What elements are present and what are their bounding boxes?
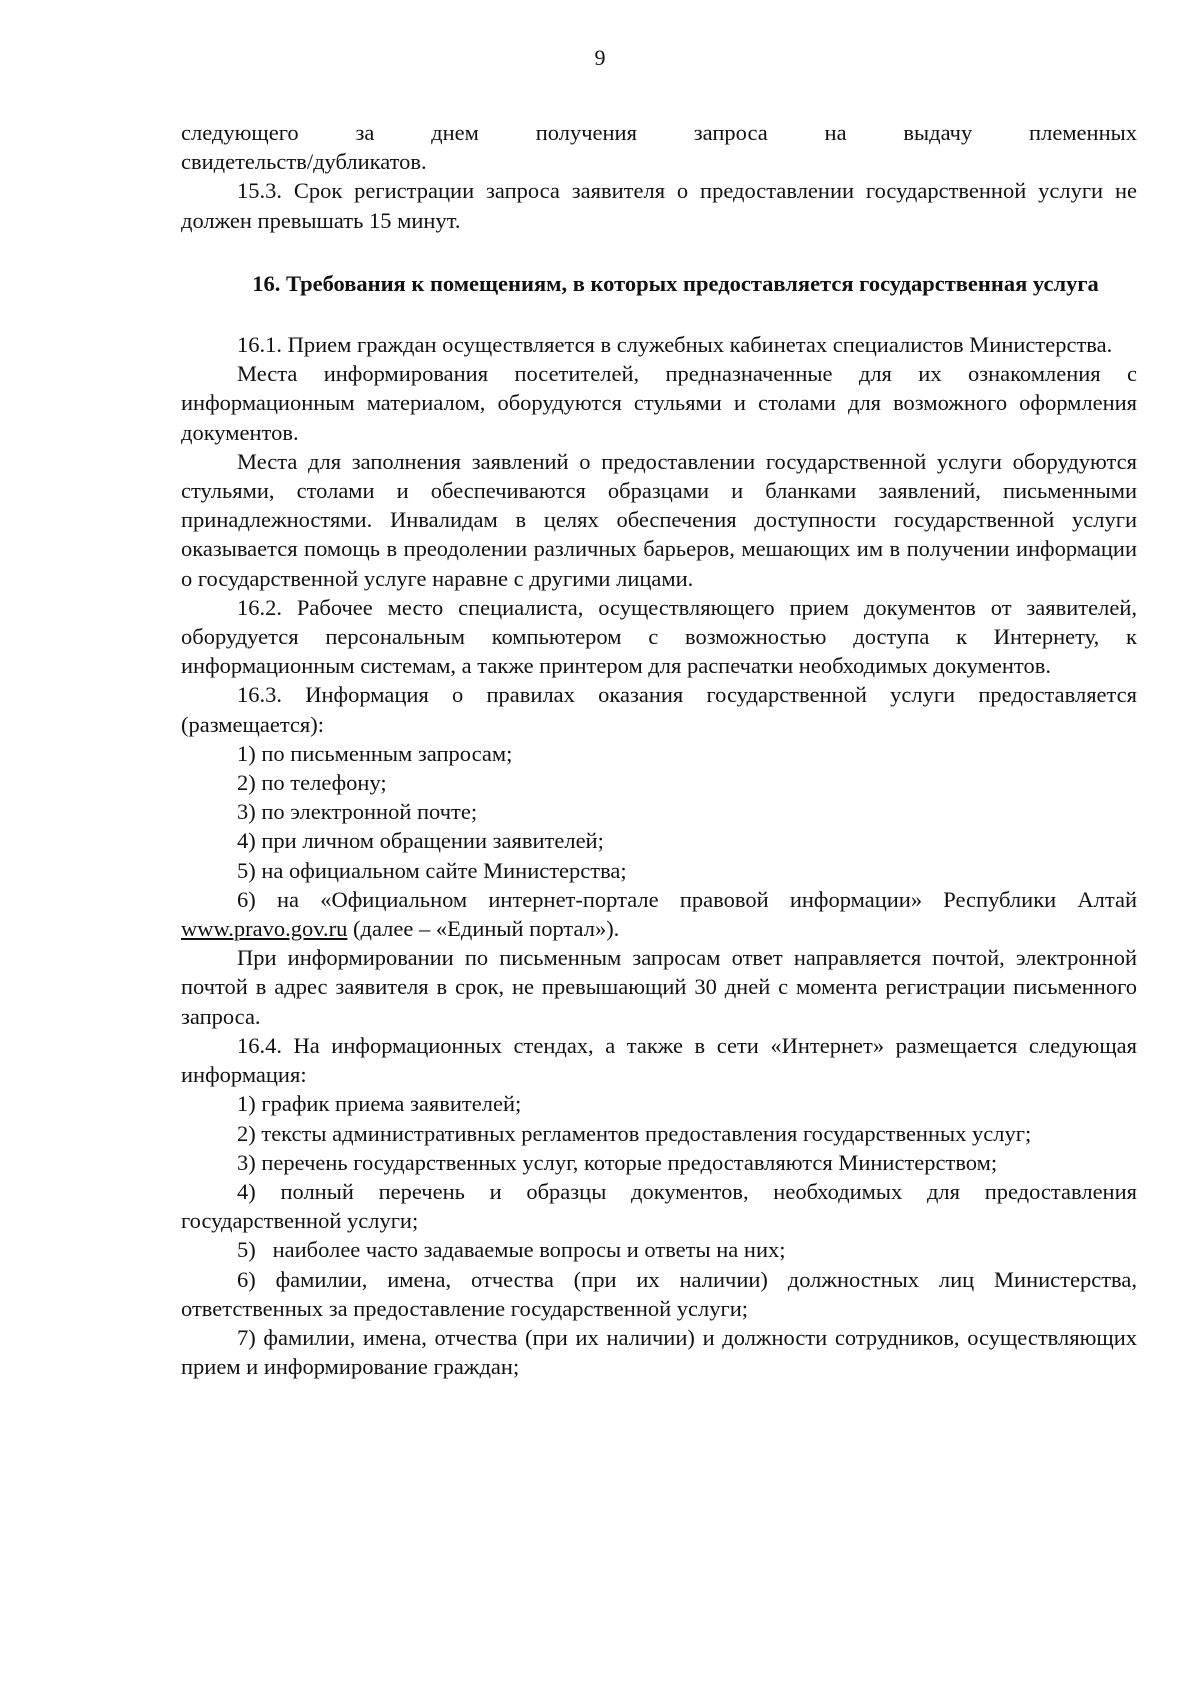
pravo-portal-link[interactable]: www.pravo.gov.ru — [181, 916, 348, 942]
list-item-16-3-2: 2) по телефону; — [237, 770, 387, 796]
list-item-16-4-3: 3) перечень государственных услуг, которые предоставляются Министерством; — [237, 1149, 998, 1175]
list-item-16-3-6-text: 6) на «Официальном интернет-портале правовой информации» Республики Алтай — [237, 886, 1137, 912]
list-item-16-3-6 — [181, 885, 1137, 943]
list-item-16-4-6: 6) фамилии, имена, отчества (при их наличии) должностных лиц Министерства, ответственных за предоставление государственной услуги; — [181, 1266, 1137, 1321]
list-item-16-4-2: 2) тексты административных регламентов предоставления государственных услуг; — [237, 1120, 1032, 1146]
continuation-line-1: следующего за днем получения запроса на выдачу племенных — [181, 120, 1137, 145]
list-item-16-3-1: 1) по письменным запросам; — [237, 740, 513, 766]
list-item-16-3-5: 5) на официальном сайте Министерства; — [237, 857, 627, 883]
paragraph-16-1: 16.1. Прием граждан осуществляется в служебных кабинетах специалистов Министерства. — [237, 332, 1113, 358]
paragraph-filling-places: Места для заполнения заявлений о предоставлении государственной услуги оборудуются стульями, столами и обеспечиваются образцами и бланками заявлений, письменными принадлежностями. Инвалидам в целях обеспечения доступности государственной услуги оказывается помощь в преодолении различных барьеров, мешающих им в получении информации о государственной услуге наравне с другими лицами. — [181, 448, 1137, 591]
list-item-16-4-5: 5) наиболее часто задаваемые вопросы и ответы на них; — [237, 1237, 786, 1263]
paragraph-information-places: Места информирования посетителей, предназначенные для их ознакомления с информационным материалом, оборудуются стульями и столами для возможного оформления документов. — [181, 361, 1137, 445]
document-body — [181, 118, 1137, 1381]
paragraph-15-3: 15.3. Срок регистрации запроса заявителя о предоставлении государственной услуги не должен превышать 15 минут. — [181, 178, 1137, 233]
paragraph-16-4: 16.4. На информационных стендах, а также в сети «Интернет» размещается следующая информация: — [181, 1032, 1137, 1088]
list-item-16-3-4: 4) при личном обращении заявителей; — [237, 828, 604, 854]
paragraph-16-3: 16.3. Информация о правилах оказания государственной услуги предоставляется (размещается): — [181, 682, 1137, 737]
list-item-16-4-7: 7) фамилии, имена, отчества (при их наличии) и должности сотрудников, осуществляющих прием и информирование граждан; — [181, 1324, 1137, 1380]
list-item-16-4-4: 4) полный перечень и образцы документов, необходимых для предоставления государственной услуги; — [181, 1178, 1137, 1234]
continuation-line-2: свидетельств/дубликатов. — [181, 149, 427, 175]
page-number: 9 — [594, 45, 606, 70]
list-item-16-3-6-suffix: (далее – «Единый портал»). — [347, 916, 620, 942]
list-item-16-4-1: 1) график приема заявителей; — [237, 1091, 522, 1117]
list-item-16-3-3: 3) по электронной почте; — [237, 799, 478, 825]
section-16-heading: 16. Требования к помещениям, в которых предоставляется государственная услуга — [252, 270, 1099, 296]
paragraph-16-2: 16.2. Рабочее место специалиста, осуществляющего прием документов от заявителей, оборудуется персональным компьютером с возможностью доступа к Интернету, к информационным системам, а также принтером для распечатки необходимых документов. — [181, 594, 1137, 679]
paragraph-written-requests: При информировании по письменным запросам ответ направляется почтой, электронной почтой в адрес заявителя в срок, не превышающий 30 дней с момента регистрации письменного запроса. — [181, 945, 1137, 1029]
